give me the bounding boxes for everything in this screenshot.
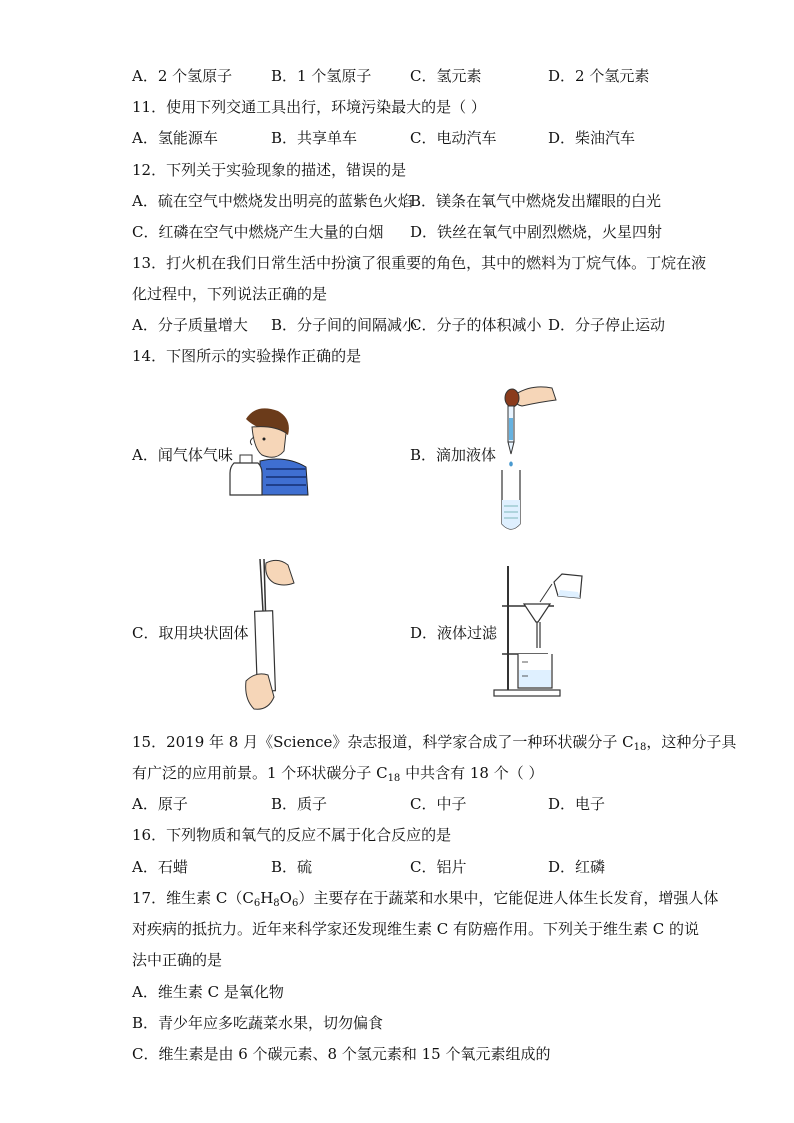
q14-stem: 14．下图所示的实验操作正确的是 bbox=[132, 347, 362, 365]
q14-option-c: C．取用块状固体 bbox=[132, 624, 249, 642]
q12-option-c: C．红磷在空气中燃烧产生大量的白烟 bbox=[132, 223, 384, 241]
q16-option-a: A．石蜡 bbox=[132, 858, 188, 876]
q15-option-c: C．中子 bbox=[410, 795, 467, 813]
q14-option-a: A．闻气体气味 bbox=[132, 446, 233, 464]
q10-option-d: D．2 个氢元素 bbox=[548, 67, 650, 85]
q13-option-b: B．分子间的间隔减小 bbox=[271, 316, 418, 334]
q16-option-c: C．铝片 bbox=[410, 858, 467, 876]
q12-option-d: D．铁丝在氧气中剧烈燃烧，火星四射 bbox=[410, 223, 663, 241]
q12-option-b: B．镁条在氧气中燃烧发出耀眼的白光 bbox=[410, 192, 662, 210]
q17-option-a: A．维生素 C 是氧化物 bbox=[132, 983, 284, 1001]
take-solid-illustration bbox=[244, 557, 300, 713]
q10-option-c: C．氢元素 bbox=[410, 67, 482, 85]
smell-gas-illustration bbox=[226, 405, 310, 497]
q13-option-c: C．分子的体积减小 bbox=[410, 316, 542, 334]
q15-option-d: D．电子 bbox=[548, 795, 606, 813]
q11-option-d: D．柴油汽车 bbox=[548, 129, 636, 147]
drop-liquid-illustration bbox=[492, 384, 558, 532]
q17-stem-line1: 17．维生素 $C(C_6H_8O_6)$主要存在于蔬菜和水果中，它能促进人体生长发育，增强人体 bbox=[132, 889, 719, 909]
q11-stem: 11．使用下列交通工具出行，环境污染最大的是（ ） bbox=[132, 98, 486, 116]
q17-stem-line2: 对疾病的抵抗力。近年来科学家还发现维生素 C 有防癌作用。下列关于维生素 C 的说 bbox=[132, 920, 700, 938]
q10-option-a: A．2 个氢原子 bbox=[132, 67, 233, 85]
q15-stem-line1: 15．2019 年 8 月《Science》杂志报道，科学家合成了一种环状碳分子 $C_{18}$，这种分子具 bbox=[132, 733, 737, 753]
q11-option-a: A．氢能源车 bbox=[132, 129, 218, 147]
q14-option-b: B．滴加液体 bbox=[410, 446, 497, 464]
q17-stem-line3: 法中正确的是 bbox=[132, 951, 223, 969]
q13-option-d: D．分子停止运动 bbox=[548, 316, 666, 334]
q15-option-a: A．原子 bbox=[132, 795, 188, 813]
q12-stem: 12．下列关于实验现象的描述，错误的是 bbox=[132, 161, 407, 179]
q15-option-b: B．质子 bbox=[271, 795, 328, 813]
q17-option-c: C．维生素是由 6 个碳元素、8 个氢元素和 15 个氧元素组成的 bbox=[132, 1045, 551, 1063]
q11-option-b: B．共享单车 bbox=[271, 129, 358, 147]
q17-option-b: B．青少年应多吃蔬菜水果，切勿偏食 bbox=[132, 1014, 384, 1032]
q10-option-b: B．1 个氢原子 bbox=[271, 67, 372, 85]
q11-option-c: C．电动汽车 bbox=[410, 129, 497, 147]
q13-option-a: A．分子质量增大 bbox=[132, 316, 248, 334]
q15-stem-line2: 有广泛的应用前景。1 个环状碳分子 $C_{18}$ 中共含有 18 个（ ） bbox=[132, 764, 544, 784]
q16-option-d: D．红磷 bbox=[548, 858, 606, 876]
q12-option-a: A．硫在空气中燃烧发出明亮的蓝紫色火焰 bbox=[132, 192, 413, 210]
q13-stem-line1: 13．打火机在我们日常生活中扮演了很重要的角色，其中的燃料为丁烷气体。丁烷在液 bbox=[132, 254, 707, 272]
q16-stem: 16．下列物质和氧气的反应不属于化合反应的是 bbox=[132, 826, 452, 844]
filtration-illustration bbox=[492, 562, 588, 700]
q14-option-d: D．液体过滤 bbox=[410, 624, 498, 642]
q13-stem-line2: 化过程中，下列说法正确的是 bbox=[132, 285, 328, 303]
q16-option-b: B．硫 bbox=[271, 858, 313, 876]
